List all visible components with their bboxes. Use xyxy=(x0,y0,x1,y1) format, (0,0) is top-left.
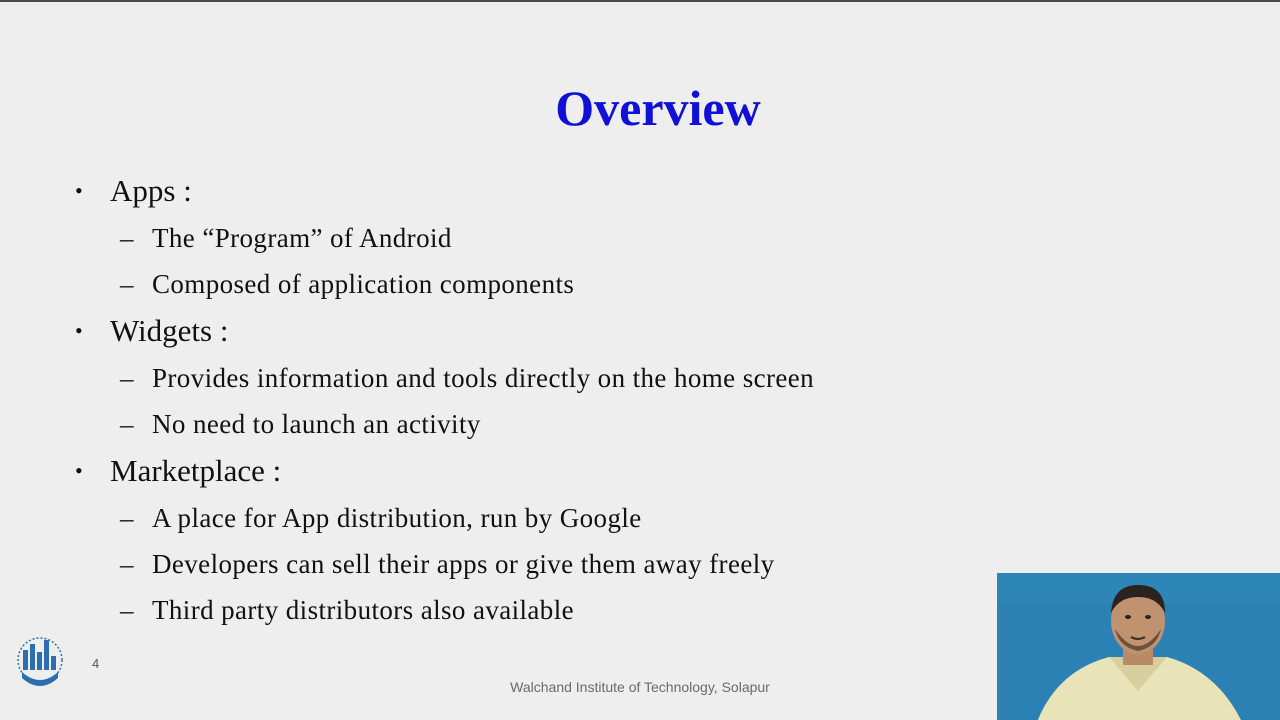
bullet-dot: • xyxy=(75,178,83,203)
sub-bullet xyxy=(72,402,972,448)
bullet-list xyxy=(72,168,972,634)
sub-bullet-text: Third party distributors also available xyxy=(152,595,574,625)
footer-text: Walchand Institute of Technology, Solapur xyxy=(510,679,770,695)
bullet-label: Marketplace : xyxy=(110,453,282,488)
institute-logo-icon xyxy=(16,622,64,698)
sub-bullet-dash: – xyxy=(120,503,134,533)
page-number: 4 xyxy=(92,656,100,671)
sub-bullet xyxy=(72,356,972,402)
bullet-dot: • xyxy=(75,318,83,343)
sub-bullet-text: Developers can sell their apps or give them away freely xyxy=(152,549,775,579)
sub-bullet-text: No need to launch an activity xyxy=(152,409,481,439)
bullet-label: Widgets : xyxy=(110,313,229,348)
sub-bullet-text: Provides information and tools directly on the home screen xyxy=(152,363,815,393)
sub-bullet xyxy=(72,262,972,308)
bullet-widgets xyxy=(72,308,972,356)
sub-bullet-text: Composed of application components xyxy=(152,269,575,299)
sub-bullet-dash: – xyxy=(120,223,134,253)
sub-bullet-dash: – xyxy=(120,269,134,299)
sub-bullet-text: A place for App distribution, run by Google xyxy=(152,503,642,533)
sub-bullet xyxy=(72,496,972,542)
sub-bullet-dash: – xyxy=(120,363,134,393)
sub-bullet xyxy=(72,588,972,634)
sub-bullet-text: The “Program” of Android xyxy=(152,223,452,253)
bullet-dot: • xyxy=(75,458,83,483)
presenter-webcam xyxy=(997,573,1280,720)
bullet-apps xyxy=(72,168,972,216)
bullet-label: Apps : xyxy=(110,173,192,208)
slide-title: Overview xyxy=(555,80,761,136)
sub-bullet xyxy=(72,216,972,262)
sub-bullet-dash: – xyxy=(120,549,134,579)
sub-bullet-dash: – xyxy=(120,595,134,625)
sub-bullet-dash: – xyxy=(120,409,134,439)
sub-bullet xyxy=(72,542,972,588)
bullet-marketplace xyxy=(72,448,972,496)
